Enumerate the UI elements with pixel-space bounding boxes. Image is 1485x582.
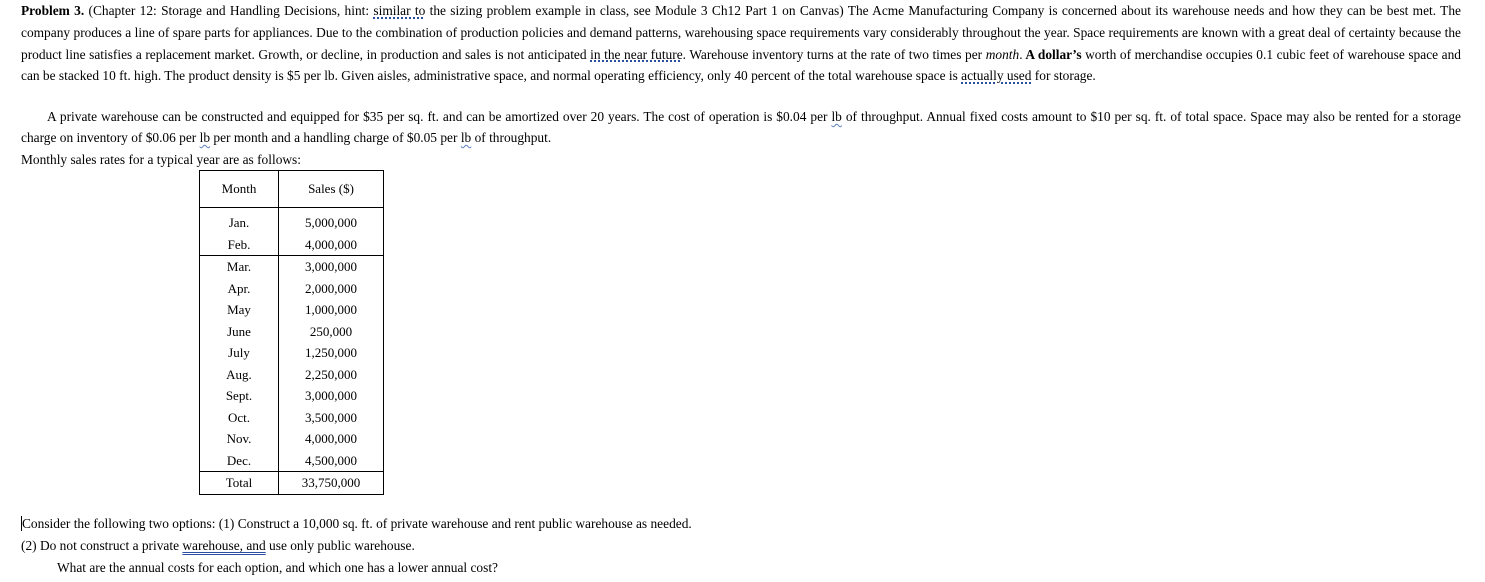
problem-paragraph [21,0,1461,87]
month-cell: Dec. [200,450,279,472]
sales-cell: 1,250,000 [279,342,384,364]
options-text-2a: (2) Do not construct a private [21,538,183,553]
marked-phrase-similar-to: similar to [373,3,426,18]
table-row [200,234,384,256]
total-label-cell: Total [200,472,279,495]
table-intro: Monthly sales rates for a typical year are as follows: [21,152,301,167]
table-row [200,428,384,450]
month-cell: Mar. [200,256,279,278]
spell-flag-lb-1: lb [831,109,842,124]
table-row [200,450,384,472]
marked-phrase-actually-used: actually used [961,68,1032,84]
problem-text-a: (Chapter 12: Storage and Handling Decisions, hint: [84,3,374,18]
table-row [200,256,384,278]
month-cell: June [200,321,279,343]
warehouse-text-c: per month and a handling charge of $0.05 per [210,130,461,145]
spell-flag-lb-3: lb [460,130,472,145]
table-row [200,385,384,407]
sales-cell: 3,000,000 [279,256,384,278]
header-sales: Sales ($) [279,171,384,208]
sales-cell: 250,000 [279,321,384,343]
sales-cell: 4,000,000 [279,234,384,256]
table-row [200,278,384,300]
sales-cell: 5,000,000 [279,212,384,234]
table-row [200,407,384,429]
month-cell: Oct. [200,407,279,429]
sales-cell: 2,000,000 [279,278,384,300]
sales-cell: 1,000,000 [279,299,384,321]
header-month: Month [200,171,279,208]
month-cell: July [200,342,279,364]
table-row [200,364,384,386]
problem-label: Problem 3. [21,3,85,18]
italic-month: month [985,46,1020,62]
problem-text-d: . [1019,46,1023,62]
sales-cell: 3,000,000 [279,385,384,407]
warehouse-text-a: A private warehouse can be constructed and equipped for $35 per sq. ft. and can be amortized over 20 years. The cost of operation is $0.04 per [47,109,832,124]
marked-phrase-warehouse-and: warehouse, and [182,538,266,553]
sales-cell: 4,500,000 [279,450,384,472]
problem-text-f: for storage. [1031,68,1096,84]
spell-flag-lb-2: lb [199,130,211,145]
month-cell: Nov. [200,428,279,450]
warehouse-paragraph [21,106,1461,148]
month-cell: Apr. [200,278,279,300]
warehouse-text-d: of throughput. [471,130,552,145]
sales-cell: 2,250,000 [279,364,384,386]
options-line-1 [21,514,692,534]
problem-text-b: the sizing problem example in class, see Module 3 Ch12 Part 1 on Canvas) The Acme Manufacturing Company is concerned about its warehouse needs and how they can be best met. The company produces a line of spare parts for appliances. Due to the combination of production policies and demand patterns, warehousing space requirements vary considerably throughout the year. Space requirements are known with a great deal of certainty because the product line satisfies a replacement market. Growth, or decline, in production and sales is not anticipated [21,3,1461,62]
month-cell: Aug. [200,364,279,386]
table-row [200,342,384,364]
sales-cell: 3,500,000 [279,407,384,429]
options-text-1: Consider the following two options: (1) Construct a 10,000 sq. ft. of private warehouse and rent public warehouse as needed. [22,516,692,531]
question-line: What are the annual costs for each option, and which one has a lower annual cost? [57,560,498,575]
table-header-row [200,171,384,208]
month-cell: May [200,299,279,321]
table-row [200,299,384,321]
marked-phrase-near-future: in the near future [590,46,683,62]
month-cell: Feb. [200,234,279,256]
problem-text-c: . Warehouse inventory turns at the rate of two times per [682,46,986,62]
table-total-row [200,472,384,495]
warehouse-text-b: of throughput. Annual fixed costs amount to $10 per sq. ft. of total space. Space may also be rented for a storage charge on inventory of $0.06 per [21,109,1462,145]
problem-text-e: worth of merchandise occupies 0.1 cubic feet of warehouse space and can be stacked 10 ft. high. The product density is $5 per lb. Given aisles, administrative space, and normal operating efficiency, only 40 percent of the total warehouse space is [21,46,1461,84]
options-line-2 [21,536,415,556]
month-cell: Sept. [200,385,279,407]
total-value-cell: 33,750,000 [279,472,384,495]
month-cell: Jan. [200,212,279,234]
monthly-sales-table [199,170,384,495]
table-row [200,321,384,343]
sales-cell: 4,000,000 [279,428,384,450]
options-text-2b: use only public warehouse. [265,538,415,553]
bold-dollars: A dollar’s [1022,46,1082,62]
table-row [200,212,384,234]
